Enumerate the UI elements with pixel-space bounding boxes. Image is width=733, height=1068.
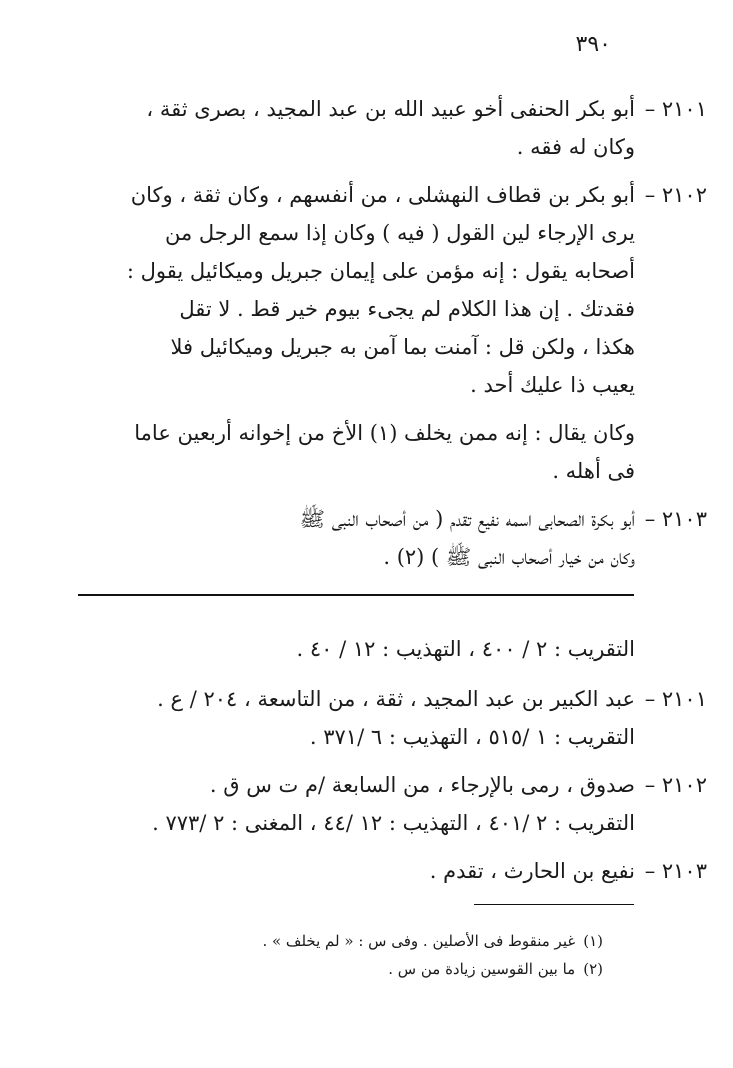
section-divider	[78, 594, 634, 596]
page-number: ٣٩٠	[575, 32, 611, 57]
footnote-mark: (٢)	[583, 960, 603, 978]
entry-line: يعيب ذا عليك أحد .	[470, 373, 635, 397]
note-number: ٢١٠٣ –	[644, 859, 707, 883]
footnote-text: غير منقوط فى الأصلين . وفى س : « لم يخلف » .	[262, 932, 576, 950]
entry-2103	[64, 500, 707, 576]
entry-line: هكذا ، ولكن قل : آمنت بما آمن به جبريل وميكائيل فلا	[170, 335, 635, 359]
entry-2102	[64, 176, 707, 404]
note-line: صدوق ، رمى بالإرجاء ، من السابعة /م ت س ق .	[209, 773, 635, 797]
entry-number: ٢١٠١ –	[644, 97, 707, 121]
entry-line: أبو بكر بن قطاف النهشلى ، من أنفسهم ، وكان ثقة ، وكان	[130, 183, 635, 207]
entry-line: يرى الإرجاء لين القول ( فيه ) وكان إذا سمع الرجل من	[164, 221, 635, 245]
entry-2101	[64, 90, 707, 166]
footnote-mark: (١)	[583, 932, 603, 950]
note-2103	[64, 852, 707, 890]
entry-line: فقدتك . إن هذا الكلام لم يجىء بيوم خير قط . لا تقل	[179, 297, 635, 321]
entry-number: ٢١٠٣ –	[644, 507, 707, 531]
note-number: ٢١٠١ –	[644, 687, 707, 711]
entry-line: أصحابه يقول : إنه مؤمن على إيمان جبريل وميكائيل يقول :	[126, 259, 635, 283]
note-number: ٢١٠٢ –	[644, 773, 707, 797]
entry-line: أبو بكر الحنفى أخو عبيد الله بن عبد المجيد ، بصرى ثقة ،	[146, 97, 635, 121]
entry-line: وكان له فقه .	[516, 135, 635, 159]
note-2101	[64, 680, 707, 756]
entry-line: فى أهله .	[552, 459, 635, 483]
note-line: التقريب : ٢ /٤٠١ ، التهذيب : ١٢ /٤٤ ، المغنى : ٢ /٧٧٣ .	[152, 811, 635, 835]
note-line: التقريب : ١ /٥١٥ ، التهذيب : ٦ /٣٧١ .	[309, 725, 635, 749]
note-continuation	[64, 630, 635, 668]
note-2102	[64, 766, 707, 842]
entry-line: أبو بكرة الصحابى اسمه نفيع تقدم ( من أصحاب النبى ﷺ	[299, 507, 635, 531]
footnote-divider	[474, 904, 634, 905]
note-line: عبد الكبير بن عبد المجيد ، ثقة ، من التاسعة ، ٢٠٤ / ع .	[157, 687, 635, 711]
entry-2102-continued	[64, 414, 635, 490]
footnote-1	[140, 928, 603, 954]
note-line: التقريب : ٢ / ٤٠٠ ، التهذيب : ١٢ / ٤٠ .	[296, 637, 635, 661]
entry-number: ٢١٠٢ –	[644, 183, 707, 207]
entry-line: وكان يقال : إنه ممن يخلف (١) الأخ من إخوانه أربعين عاما	[134, 421, 635, 445]
footnote-2	[140, 956, 603, 982]
footnote-text: ما بين القوسين زيادة من س .	[388, 960, 576, 978]
note-line: نفيع بن الحارث ، تقدم .	[429, 859, 635, 883]
entry-line: وكان من خيار أصحاب النبى ﷺ ) (٢) .	[383, 545, 635, 569]
